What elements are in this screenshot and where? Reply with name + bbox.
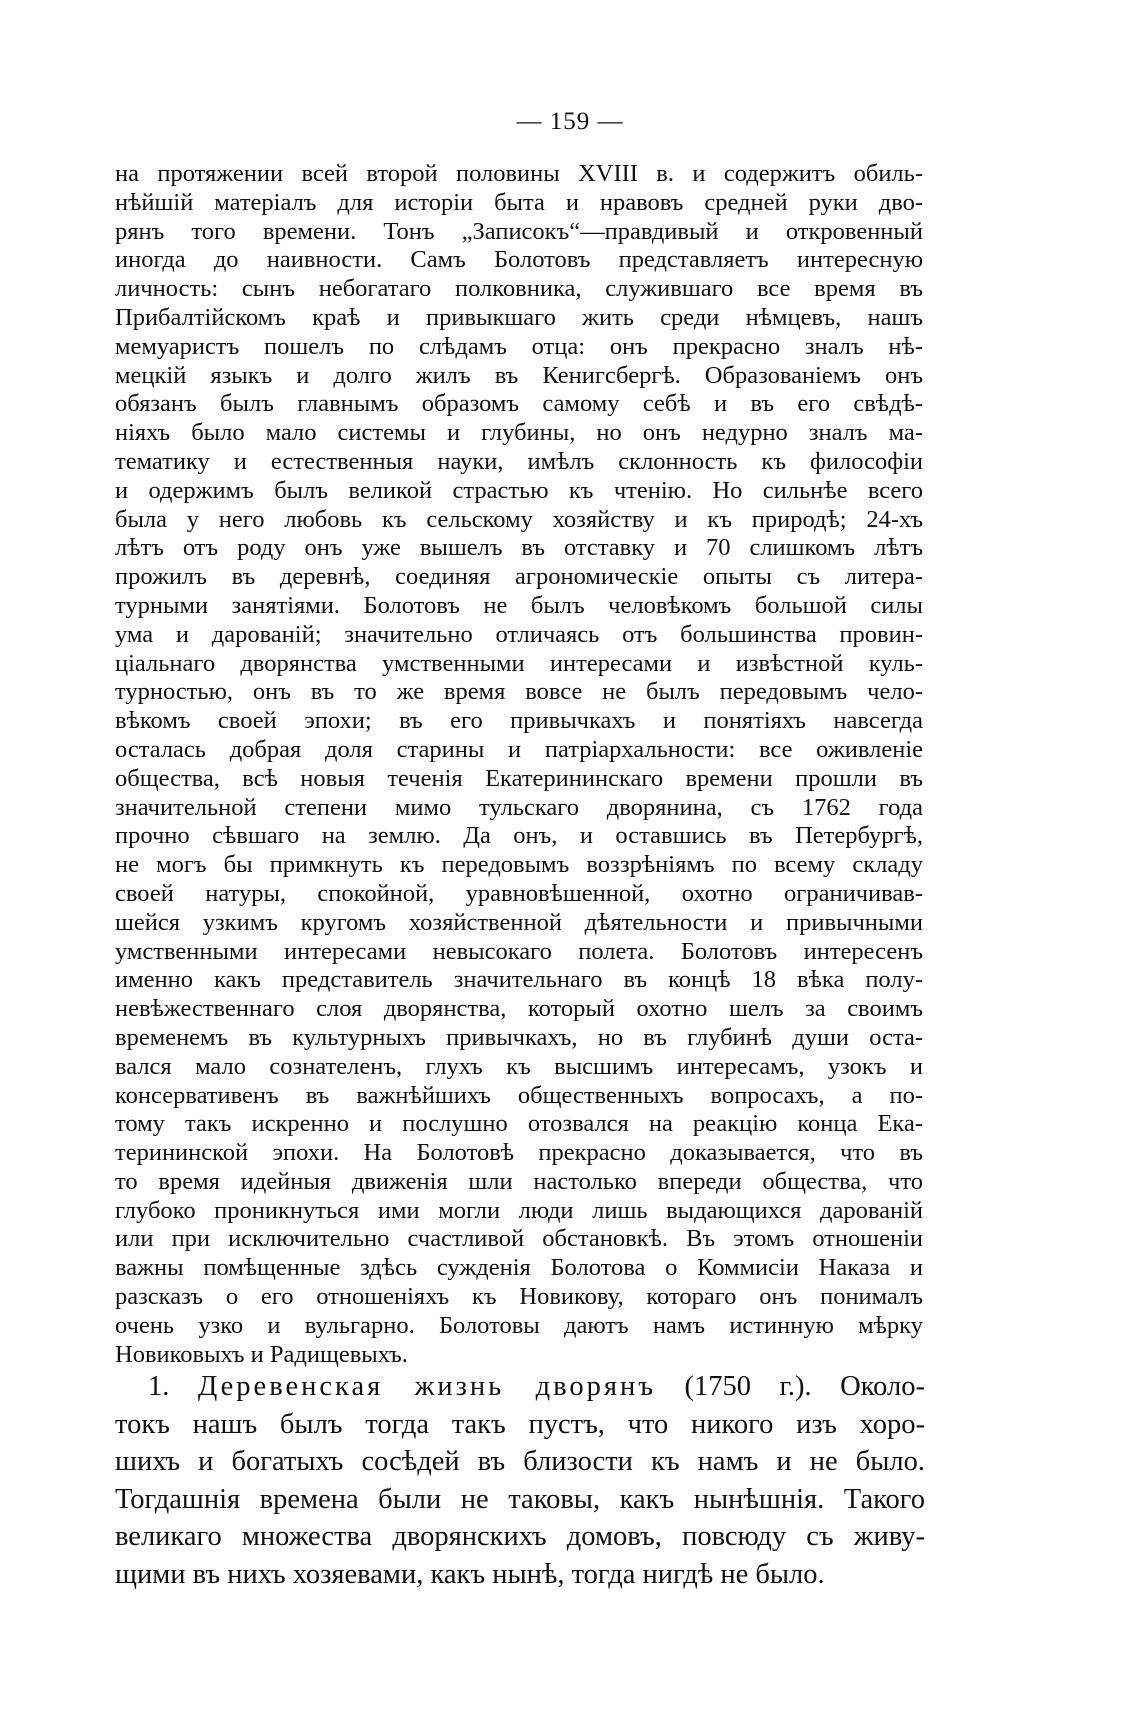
text-line: иногда до наивности. Самъ Болотовъ представляетъ интересную — [115, 246, 923, 274]
section-title: Деревенская жизнь дворянъ — [197, 1371, 656, 1402]
text-line: осталась добрая доля старины и патріархальности: все оживленіе — [115, 735, 923, 763]
text-line: была у него любовь къ сельскому хозяйству и къ природѣ; 24-хъ — [115, 505, 923, 533]
text-line: и одержимъ былъ великой страстью къ чтенію. Но сильнѣе всего — [115, 476, 923, 504]
section-1 — [115, 1368, 925, 1593]
text-line: обязанъ былъ главнымъ образомъ самому себѣ и въ его свѣдѣ- — [115, 390, 923, 418]
text-line: разсказъ о его отношеніяхъ къ Новикову, котораго онъ понималъ — [115, 1283, 923, 1311]
text-line: прочно сѣвшаго на землю. Да онъ, и оставшись въ Петербургѣ, — [115, 822, 923, 850]
text-line: невѣжественнаго слоя дворянства, который охотно шелъ за своимъ — [115, 995, 923, 1023]
text-line: значительной степени мимо тульскаго дворянина, съ 1762 года — [115, 793, 923, 821]
text-line: вѣкомъ своей эпохи; въ его привычкахъ и понятіяхъ навсегда — [115, 707, 923, 735]
text-line: ума и дарованій; значительно отличаясь отъ большинства провин- — [115, 620, 923, 648]
text-line: на протяжении всей второй половины XVIII в. и содержитъ обиль- — [115, 160, 923, 187]
text-line: шейся узкимъ кругомъ хозяйственной дѣятельности и привычными — [115, 908, 923, 936]
text-line: глубоко проникнуться ими могли люди лишь выдающихся дарованій — [115, 1196, 923, 1224]
text-line: ніяхъ было мало системы и глубины, но онъ недурно зналъ ма- — [115, 419, 923, 447]
text-line: не могъ бы примкнуть къ передовымъ воззрѣніямъ по всему складу — [115, 851, 923, 879]
text-line: именно какъ представитель значительнаго въ концѣ 18 вѣка полу- — [115, 966, 923, 994]
text-line: вался мало сознателенъ, глухъ къ высшимъ интересамъ, узокъ и — [115, 1052, 923, 1080]
section-number: 1. — [148, 1371, 170, 1402]
text-line: общества, всѣ новыя теченія Екатерининскаго времени прошли въ — [115, 764, 923, 792]
text-line: тематику и естественныя науки, имѣлъ склонность къ философіи — [115, 447, 923, 475]
text-line: временемъ въ культурныхъ привычкахъ, но въ глубинѣ души оста- — [115, 1023, 923, 1051]
section-text-line: Тогдашнія времена были не таковы, какъ нынѣшнія. Такого — [115, 1483, 925, 1515]
text-line: лѣтъ отъ роду онъ уже вышелъ въ отставку и 70 слишкомъ лѣтъ — [115, 534, 923, 562]
section-date: (1750 г.). — [684, 1371, 812, 1402]
section-first-word: Около- — [840, 1371, 925, 1402]
text-line: нѣйшій матеріалъ для исторіи быта и нравовъ средней руки дво- — [115, 188, 923, 216]
text-line: консервативенъ въ важнѣйшихъ общественныхъ вопросахъ, а по- — [115, 1081, 923, 1109]
text-line: мецкій языкъ и долго жилъ въ Кенигсбергѣ. Образованіемъ онъ — [115, 361, 923, 389]
section-text-line: щими въ нихъ хозяевами, какъ нынѣ, тогда нигдѣ не было. — [115, 1558, 825, 1590]
text-line: мемуаристъ пошелъ по слѣдамъ отца: онъ прекрасно зналъ нѣ- — [115, 332, 923, 360]
text-line: Новиковыхъ и Радищевыхъ. — [115, 1340, 408, 1368]
section-heading-line — [115, 1368, 925, 1406]
text-line: умственными интересами невысокаго полета. Болотовъ интересенъ — [115, 937, 923, 965]
text-line: своей натуры, спокойной, уравновѣшенной, охотно ограничивав- — [115, 879, 923, 907]
text-line: турными занятіями. Болотовъ не былъ человѣкомъ большой силы — [115, 591, 923, 619]
text-line: ціальнаго дворянства умственными интересами и извѣстной куль- — [115, 649, 923, 677]
section-text-line: великаго множества дворянскихъ домовъ, повсюду съ живу- — [115, 1521, 925, 1552]
intro-paragraph — [115, 160, 923, 1369]
text-line: или при исключительно счастливой обстановкѣ. Въ этомъ отношеніи — [115, 1225, 923, 1253]
text-line: терининской эпохи. На Болотовѣ прекрасно доказывается, что въ — [115, 1139, 923, 1167]
text-line: очень узко и вульгарно. Болотовы даютъ намъ истинную мѣрку — [115, 1311, 923, 1339]
text-line: то время идейныя движенія шли настолько впереди общества, что — [115, 1167, 923, 1195]
section-text-line: токъ нашъ былъ тогда такъ пустъ, что никого изъ хоро- — [115, 1408, 925, 1440]
text-line: прожилъ въ деревнѣ, соединяя агрономическіе опыты съ литера- — [115, 563, 923, 591]
section-text-line: шихъ и богатыхъ сосѣдей въ близости къ намъ и не было. — [115, 1446, 925, 1477]
text-line: Прибалтійскомъ краѣ и привыкшаго жить среди нѣмцевъ, нашъ — [115, 303, 923, 331]
page-number: — 159 — — [516, 108, 624, 135]
text-line: личность: сынъ небогатаго полковника, служившаго все время въ — [115, 275, 923, 303]
text-line: важны помѣщенные здѣсь сужденія Болотова о Коммисіи Наказа и — [115, 1254, 923, 1282]
text-line: тому такъ искренно и послушно отозвался на реакцію конца Ека- — [115, 1110, 923, 1138]
text-line: турностью, онъ въ то же время вовсе не былъ передовымъ чело- — [115, 678, 923, 706]
text-line: рянъ того времени. Тонъ „Записокъ“—правдивый и откровенный — [115, 217, 923, 245]
section-body — [115, 1406, 925, 1594]
